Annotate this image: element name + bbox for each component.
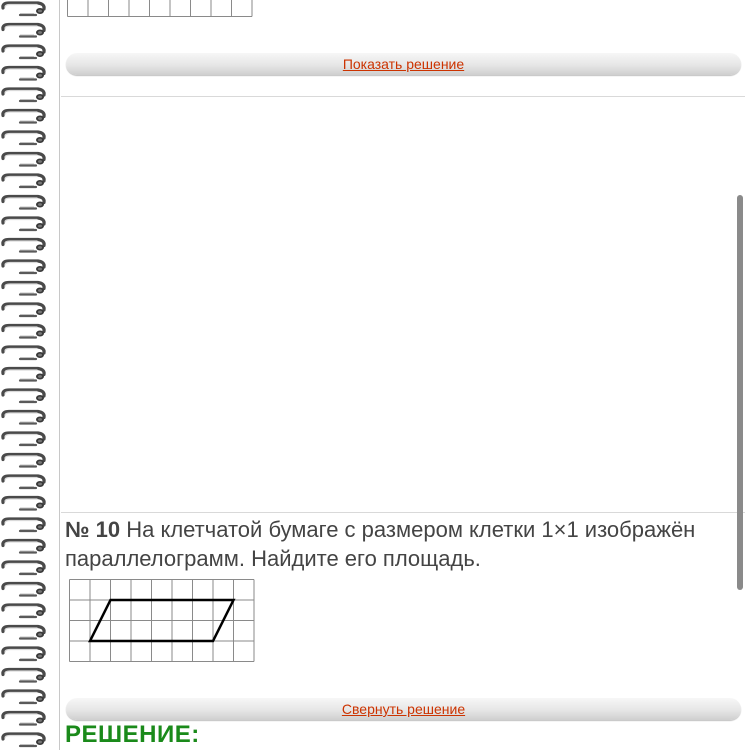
parallelogram-figure [69, 579, 259, 663]
collapse-solution-bar[interactable] [66, 698, 741, 720]
show-solution-link[interactable]: Показать решение [342, 56, 465, 72]
divider [61, 512, 745, 513]
top-grid-figure [67, 0, 257, 20]
problem-10-statement [65, 515, 735, 573]
show-solution-bar[interactable] [66, 53, 741, 75]
scrollbar-thumb[interactable] [737, 195, 743, 590]
problem-text: На клетчатой бумаге с размером клетки 1×1 изображён параллелограмм. Найдите его площадь. [65, 517, 696, 571]
empty-area [61, 97, 745, 512]
content-area [61, 0, 745, 750]
problem-number: № 10 [65, 517, 121, 542]
collapse-solution-link[interactable]: Свернуть решение [341, 701, 466, 717]
spiral-binding-icon [0, 0, 60, 750]
solution-heading: РЕШЕНИЕ: [65, 721, 200, 748]
